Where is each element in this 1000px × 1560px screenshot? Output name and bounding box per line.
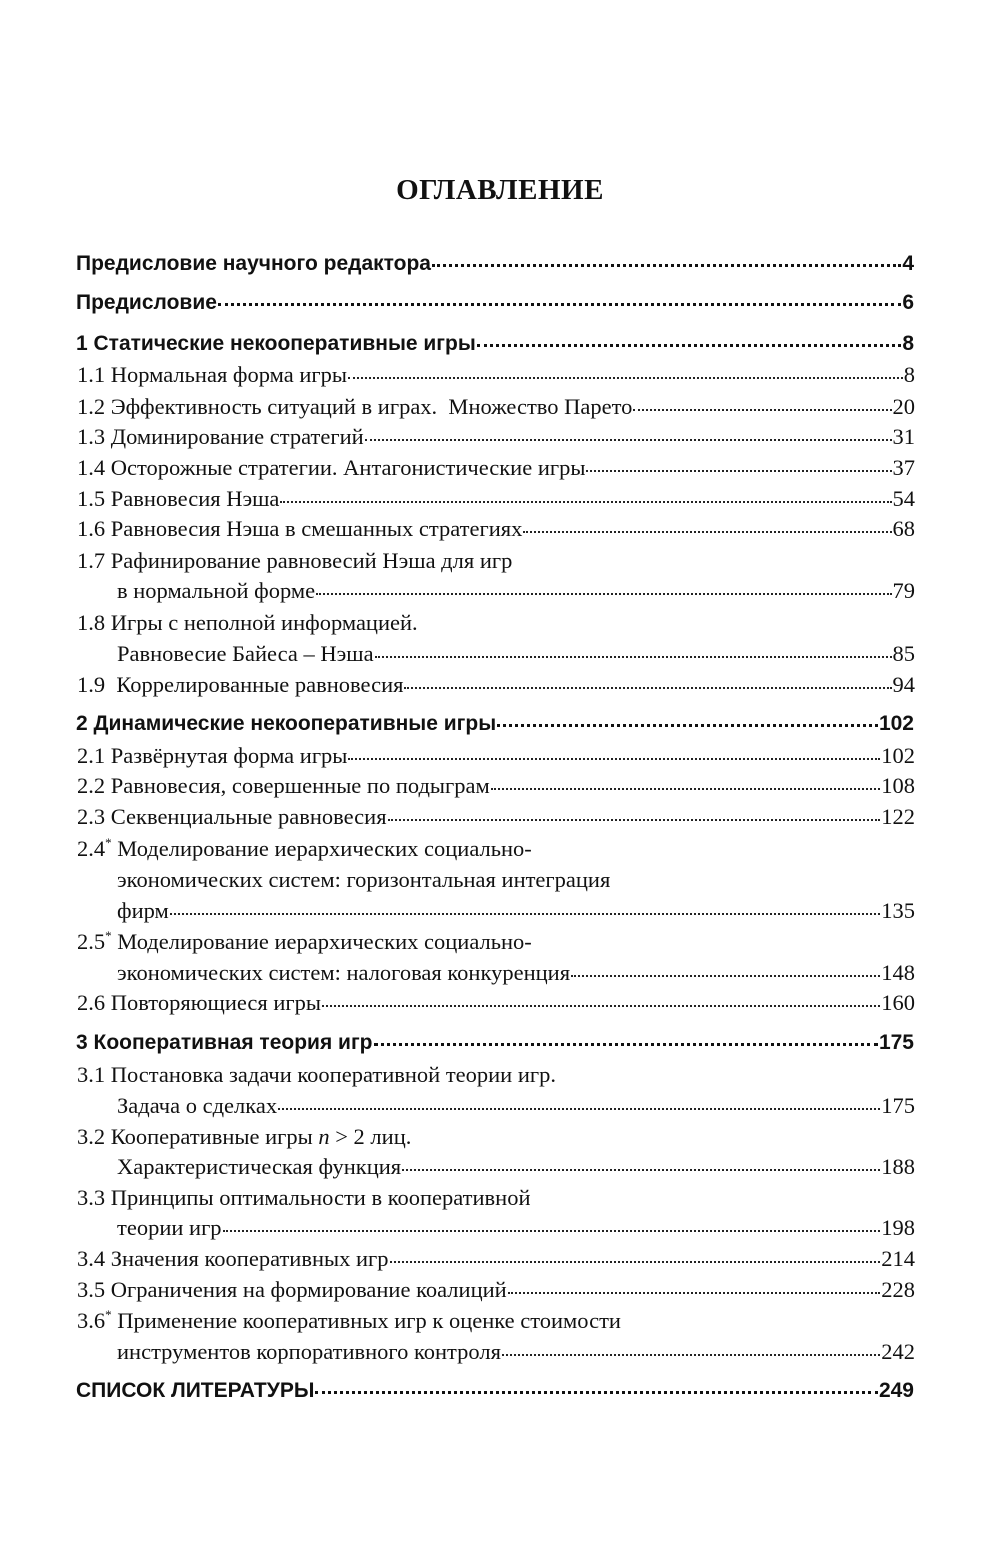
star-mark: * [105,1307,112,1322]
entry-number: 2.4 [77,836,106,861]
entry-label-tail: > 2 лиц. [329,1124,412,1149]
leader-dots [348,758,880,760]
toc-entry-2-4-line2: экономических систем: горизонтальная интеграция [117,867,611,892]
toc-entry-3-5[interactable] [77,1277,915,1303]
toc-entry-3-1-line1[interactable]: 3.1 Постановка задачи кооперативной теории игр. [77,1062,556,1087]
entry-label: 1.5 Равновесия Нэша [77,486,280,511]
entry-label: 3.2 Кооперативные игры [77,1124,313,1149]
entry-page: 188 [881,1154,915,1179]
leader-dots [316,593,891,595]
leader-dots [374,1043,878,1046]
toc-entry-references[interactable] [76,1379,914,1403]
entry-label: в нормальной форме [117,578,316,603]
entry-label: 2.1 Развёрнутая форма игры [77,743,348,768]
toc-entry-3-6-line1[interactable] [77,1308,621,1334]
entry-label: 2.3 Секвенциальные равновесия [77,804,387,829]
toc-entry-chapter-3[interactable] [76,1031,914,1055]
entry-number: 2.5 [77,929,106,954]
entry-page: 108 [881,773,915,798]
leader-dots [432,264,901,267]
entry-page: 102 [878,712,914,735]
toc-entry-3-3[interactable] [117,1215,915,1241]
entry-page: 148 [881,960,915,985]
leader-dots [523,531,891,533]
toc-entry-2-6[interactable] [77,990,915,1016]
entry-label: Характеристическая функция [117,1154,402,1179]
toc-entry-1-8[interactable] [117,641,915,667]
toc-entry-1-5[interactable] [77,486,915,512]
entry-page: 94 [892,672,915,697]
entry-label: Предисловие научного редактора [76,252,431,275]
toc-entry-2-1[interactable] [77,743,915,769]
entry-page: 175 [878,1031,914,1054]
toc-entry-1-7-line1[interactable]: 1.7 Рафинирование равновесий Нэша для игр [77,548,513,573]
entry-page: 8 [903,362,915,387]
entry-label: Равновесие Байеса – Нэша [117,641,374,666]
entry-page: 8 [902,332,914,355]
entry-label: 1.2 Эффективность ситуаций в играх. Множество Парето [77,394,633,419]
leader-dots [223,1230,881,1232]
toc-entry-1-6[interactable] [77,516,915,542]
var-n: n [318,1124,330,1149]
leader-dots [633,409,891,411]
entry-label: Моделирование иерархических социально- [117,929,532,954]
toc-title: ОГЛАВЛЕНИЕ [396,174,604,206]
toc-entry-2-3[interactable] [77,804,915,830]
toc-entry-3-6[interactable] [117,1339,915,1365]
entry-label: Предисловие [76,291,217,314]
entry-label: Задача о сделках [117,1093,278,1118]
entry-label: 1.4 Осторожные стратегии. Антагонистические игры [77,455,586,480]
entry-page: 79 [892,578,915,603]
entry-label: 1.1 Нормальная форма игры [77,362,347,387]
leader-dots [278,1108,880,1110]
toc-entry-3-2-line1[interactable] [77,1124,411,1150]
toc-entry-chapter-1[interactable] [76,332,914,356]
entry-page: 228 [881,1277,915,1302]
toc-entry-1-9[interactable] [77,672,915,698]
leader-dots [315,1391,878,1394]
entry-label: экономических систем: налоговая конкуренция [117,960,571,985]
entry-label: 1.3 Доминирование стратегий [77,424,364,449]
entry-page: 68 [892,516,915,541]
entry-page: 37 [892,455,915,480]
toc-entry-1-7[interactable] [117,578,915,604]
entry-label: СПИСОК ЛИТЕРАТУРЫ [76,1379,315,1402]
leader-dots [388,819,881,821]
toc-entry-chapter-2[interactable] [76,712,914,736]
toc-entry-1-2[interactable] [77,394,915,420]
toc-entry-1-8-line1[interactable]: 1.8 Игры с неполной информацией. [77,610,418,635]
entry-label: Применение кооперативных игр к оценке стоимости [117,1308,621,1333]
toc-entry-2-4-line1[interactable] [77,836,532,862]
toc-entry-1-3[interactable] [77,424,915,450]
entry-number: 3.6 [77,1308,106,1333]
entry-label: 2 Динамические некооперативные игры [76,712,497,735]
entry-page: 54 [892,486,915,511]
entry-label: 1.6 Равновесия Нэша в смешанных стратегиях [77,516,523,541]
leader-dots [571,975,880,977]
entry-label: 3 Кооперативная теория игр [76,1031,373,1054]
leader-dots [502,1354,880,1356]
leader-dots [390,1261,881,1263]
leader-dots [218,303,901,306]
leader-dots [348,377,903,379]
entry-page: 31 [892,424,915,449]
leader-dots [365,439,892,441]
entry-label: 1 Статические некооперативные игры [76,332,476,355]
entry-page: 85 [892,641,915,666]
leader-dots [477,344,901,347]
star-mark: * [105,928,112,943]
toc-entry-3-1[interactable] [117,1093,915,1119]
entry-label: 3.5 Ограничения на формирование коалиций [77,1277,507,1302]
entry-label: инструментов корпоративного контроля [117,1339,501,1364]
entry-page: 135 [881,898,915,923]
toc-entry-2-4[interactable] [117,898,915,924]
entry-page: 122 [881,804,915,829]
entry-page: 6 [902,291,914,314]
entry-page: 160 [881,990,915,1015]
leader-dots [280,501,891,503]
entry-page: 102 [881,743,915,768]
toc-entry-2-5[interactable] [117,960,915,986]
leader-dots [375,656,892,658]
leader-dots [170,913,880,915]
entry-page: 242 [881,1339,915,1364]
leader-dots [491,788,881,790]
leader-dots [497,724,878,727]
toc-entry-3-4[interactable] [77,1246,915,1272]
toc-entry-1-1[interactable] [77,362,915,388]
entry-page: 175 [881,1093,915,1118]
leader-dots [402,1169,880,1171]
entry-label: Моделирование иерархических социально- [117,836,532,861]
entry-label: 1.9 Коррелированные равновесия [77,672,404,697]
entry-label: 2.2 Равновесия, совершенные по подыграм [77,773,490,798]
toc-entry-preface[interactable] [76,291,914,315]
entry-label: 3.4 Значения кооперативных игр [77,1246,389,1271]
entry-label: теории игр [117,1215,222,1240]
toc-entry-2-2[interactable] [77,773,915,799]
entry-page: 249 [878,1379,914,1402]
toc-entry-3-3-line1[interactable]: 3.3 Принципы оптимальности в кооперативной [77,1185,531,1210]
entry-label: фирм [117,898,169,923]
toc-entry-1-4[interactable] [77,455,915,481]
entry-page: 20 [892,394,915,419]
star-mark: * [105,835,112,850]
leader-dots [404,687,891,689]
leader-dots [586,470,891,472]
toc-entry-2-5-line1[interactable] [77,929,532,955]
entry-label: 2.6 Повторяющиеся игры [77,990,322,1015]
entry-page: 198 [881,1215,915,1240]
leader-dots [508,1292,881,1294]
entry-page: 4 [902,252,914,275]
entry-page: 214 [881,1246,915,1271]
leader-dots [322,1005,880,1007]
toc-entry-3-2[interactable] [117,1154,915,1180]
toc-entry-preface-editor[interactable] [76,252,914,276]
